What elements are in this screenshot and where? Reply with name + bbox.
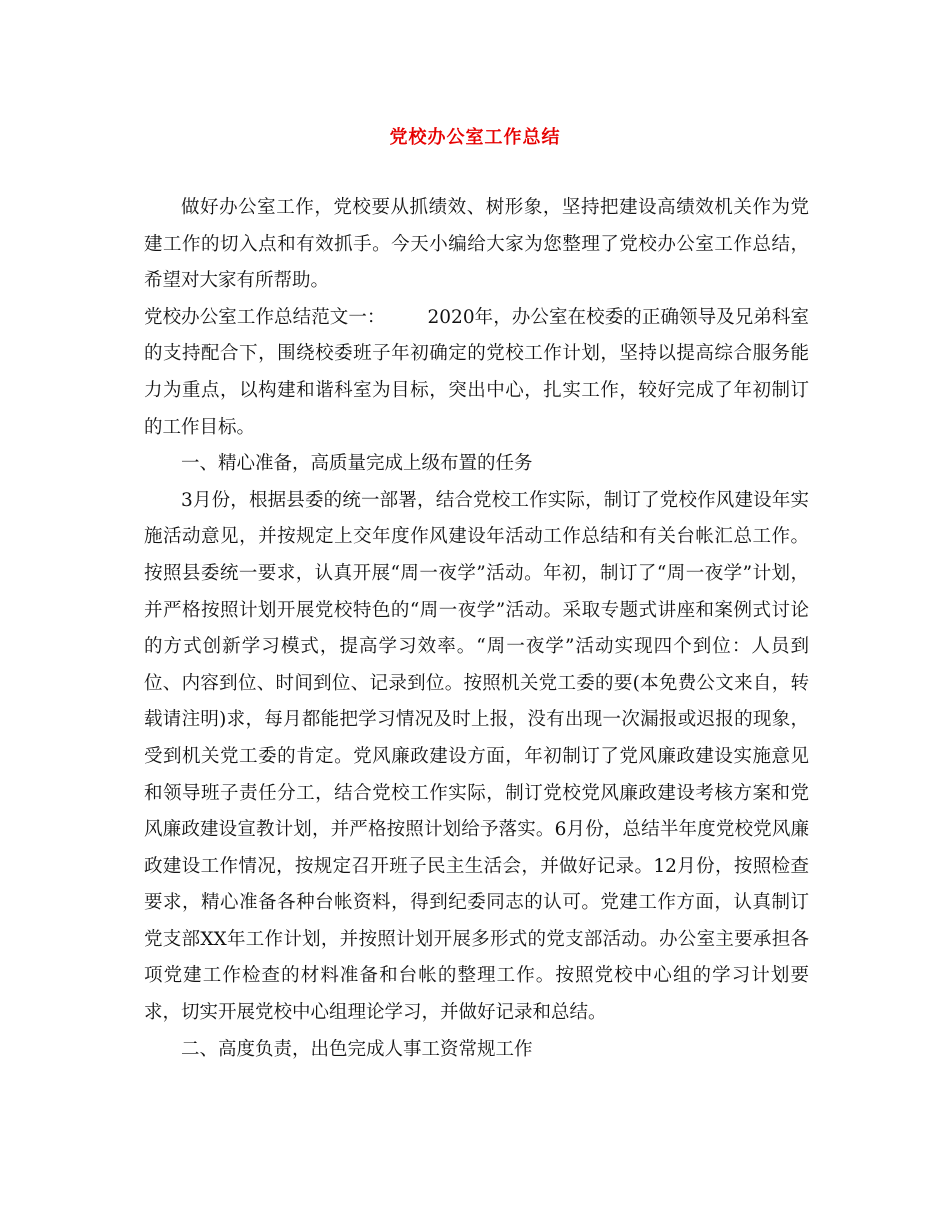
sample-paragraph: [144, 300, 809, 446]
section-heading-2: 二、高度负责，出色完成人事工资常规工作: [181, 1038, 533, 1060]
section-paragraph-1: 3月份，根据县委的统一部署，结合党校工作实际，制订了党校作风建设年实施活动意见，并按规定上交年度作风建设年活动工作总结和有关台帐汇总工作。按照县委统一要求，认真开展“周一夜学”活动。年初，制订了“周一夜学”计划，并严格按照计划开展党校特色的“周一夜学”活动。采取专题式讲座和案例式讨论的方式创新学习模式，提高学习效率。“周一夜学”活动实现四个到位：人员到位、内容到位、时间到位、记录到位。按照机关党工委的要(本免费公文来自，转载请注明)求，每月都能把学习情况及时上报，没有出现一次漏报或迟报的现象，受到机关党工委的肯定。党风廉政建设方面，年初制订了党风廉政建设实施意见和领导班子责任分工，结合党校工作实际，制订党校党风廉政建设考核方案和党风廉政建设宣教计划，并严格按照计划给予落实。6月份，总结半年度党校党风廉政建设工作情况，按规定召开班子民主生活会，并做好记录。12月份，按照检查要求，精心准备各种台帐资料，得到纪委同志的认可。党建工作方面，认真制订党支部XX年工作计划，并按照计划开展多形式的党支部活动。办公室主要承担各项党建工作检查的材料准备和台帐的整理工作。按照党校中心组的学习计划要求，切实开展党校中心组理论学习，并做好记录和总结。: [144, 489, 809, 1024]
section-heading-1: 一、精心准备，高质量完成上级布置的任务: [181, 453, 533, 475]
document-title: 党校办公室工作总结: [389, 127, 561, 148]
sample-text: 2020年，办公室在校委的正确领导及兄弟科室的支持配合下，围绕校委班子年初确定的党校工作计划，坚持以提高综合服务能力为重点，以构建和谐科室为目标，突出中心，扎实工作，较好完成了年初制订的工作目标。: [144, 306, 809, 438]
sample-label: 党校办公室工作总结范文一：: [144, 306, 386, 328]
intro-paragraph: 做好办公室工作，党校要从抓绩效、树形象，坚持把建设高绩效机关作为党建工作的切入点和有效抓手。今天小编给大家为您整理了党校办公室工作总结，希望对大家有所帮助。: [144, 197, 809, 292]
document-body: [144, 190, 809, 1068]
